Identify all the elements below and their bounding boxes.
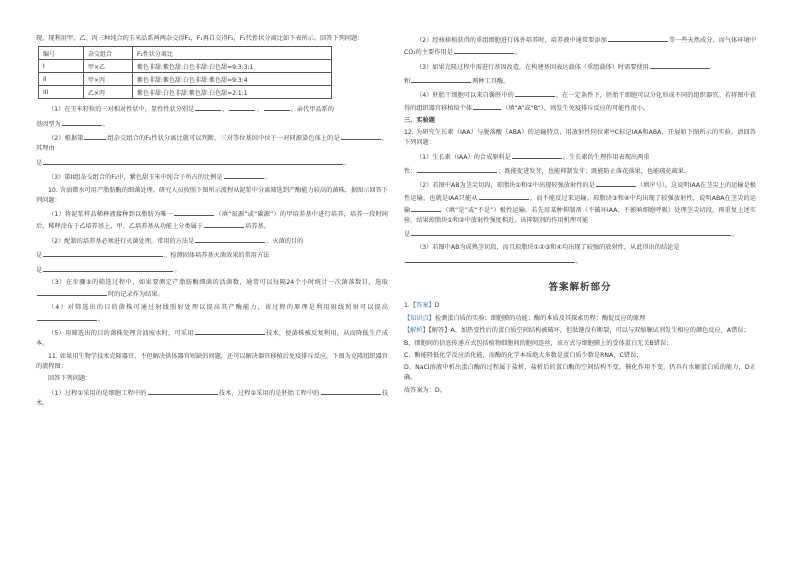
q10-2-text: （2）配制的培养基必须进行灭菌处理，常用的方法是 — [48, 237, 195, 245]
answer-blank — [473, 102, 501, 110]
intro-text: 现。现利用甲、乙、丙三种纯合的玉米品系两两杂交得F₁，F₁再自交得F₂，F₂代性状分离比如下表所示。回答下列问题： — [36, 35, 364, 42]
q3-text: （3）第II组杂交组合的F₂中，紫色甜玉米中纯合子所占的比例是 — [48, 174, 223, 182]
question-12-2 — [404, 179, 756, 226]
question-11-1 — [36, 387, 388, 409]
answer-blank — [479, 192, 529, 200]
section-heading: 三、实验题 — [404, 116, 435, 124]
question-11-3-cont — [404, 75, 756, 87]
q10-5-text-b: 技术，使菌株被反复利用，从而降低生产成本。 — [36, 330, 389, 348]
question-3: （3）第II组杂交组合的F₂中，紫色甜玉米中纯合子所占的比例是 。 — [36, 171, 388, 183]
explanation-b: B、细胞间的信息传递方式包括植物细胞间的胞间连丝，该方式与细胞膜上的受体蛋白无关B错误； — [404, 339, 673, 347]
answer-blank — [43, 264, 173, 272]
question-11-3 — [404, 61, 756, 73]
r1-text: （2）经核移植获得的重组细胞进行体外培养时，培养液中通常要添加 — [416, 37, 607, 44]
answer-blank — [43, 157, 343, 165]
q2-text: （2）根据第 — [48, 135, 84, 143]
answer-blank — [229, 103, 255, 111]
table-cell: III — [39, 86, 84, 99]
answer-blank — [204, 220, 244, 228]
answer-blank — [405, 255, 575, 263]
table-header-cell: 杂交组合 — [84, 47, 133, 60]
question-2-cont: 是 。 — [36, 157, 388, 169]
r2-text-c: 两种工具酶。 — [472, 77, 510, 85]
segregation-table — [38, 46, 332, 99]
answer-blank — [596, 179, 636, 187]
answer-blank — [43, 249, 163, 257]
q11-1-text-b: 技术，过程②采用的是胚胎工程中的 — [218, 389, 320, 397]
explanation-d: D、NaCl溶液中析出蛋白酶的过程属于盐析，盐析后的蛋白酶的空间结构不变，催化作用不变，仍具有水解蛋白质的能力，D正确。 — [404, 364, 756, 382]
answer-blank — [454, 46, 514, 54]
q11-1-text: （1）过程①采用的是细胞工程中的 — [48, 389, 147, 397]
table-cell: I — [39, 60, 84, 73]
answer-blank — [174, 208, 214, 216]
table-header-cell: F₂性状分离比 — [133, 47, 332, 60]
answer-blank — [195, 327, 265, 335]
q10-5-text: （5）用筛选出的目的菌株处理含油废水时，可采用 — [48, 330, 194, 338]
r3-text: （4）胚胎干细胞可以来自囊胚中的 — [416, 92, 514, 100]
r2-text-b: 和 — [404, 77, 411, 85]
q10-1-text: （1）将泥浆样品稀释液接种到以脂肪为唯一 — [48, 211, 174, 219]
answer-blank — [195, 103, 221, 111]
q12-2-text: （2）若图中AB为茎尖切段，琼脂块①和②中出现较强放射性的是 — [416, 182, 595, 190]
q12-2-text-c: ，而不能反过来运输。琼脂块③和④中均出现了较强放射性，说明ABA在茎尖的运输 — [404, 194, 756, 214]
table-cell: 紫色非甜:紫色甜:白色非甜:白色甜=9:3:3:1 — [133, 60, 332, 73]
table-header-cell: 编号 — [39, 47, 84, 60]
table-cell: II — [39, 73, 84, 86]
q12-2-text-e: 是 — [404, 231, 411, 239]
q2-text-c: ，其理由 — [36, 135, 389, 153]
question-10-3 — [36, 278, 388, 300]
answer-number: 1. — [404, 302, 410, 310]
question-10-2-cont2: 是 。 — [36, 264, 388, 276]
r2-text: （3）如果克隆过程中需进行基因改造，在构建基因表达载体（重组载体）时需要使用 — [416, 63, 649, 71]
table-row — [39, 86, 332, 99]
answer-blank — [608, 34, 668, 42]
q10-1-text-c: 培养基。 — [245, 223, 270, 231]
q10-2-text-b: 。灭菌的目的 — [266, 237, 304, 245]
answer-blank — [411, 204, 441, 212]
answer-tag: 【答案】 — [409, 302, 435, 310]
q12-1-text-b: 。生长素的生理作用表现出两重 — [562, 153, 650, 161]
table-cell: 甲×乙 — [84, 60, 133, 73]
table-header-row — [39, 47, 332, 60]
question-10-4 — [36, 303, 388, 325]
answer-blank — [321, 387, 381, 395]
answer-blank — [411, 75, 471, 83]
r3-text-b: 。在一定条件下，胚胎干细胞可以分化形成不同的组织器官。若将图中获得的组织器官移植给个体 — [404, 92, 757, 112]
question-10-2 — [36, 235, 388, 247]
table-cell: 紫色非甜:紫色甜:白色非甜:紫色甜=9:3:4 — [133, 73, 332, 86]
knowledge-tag: 【知识点】 — [404, 314, 435, 322]
knowledge-point — [404, 314, 756, 324]
question-12-3 — [404, 243, 756, 253]
question-10: 10. 含油微水可用产脂肪酶的细菌处理。研究人员按照下图所示流程从泥浆中分离筛选到产酶能力较高的菌株，据图示回答下列问题： — [36, 186, 388, 204]
q1-text: （1）在玉米籽粒的三对相对性状中，显性性状分别是 — [48, 106, 195, 114]
table-cell: 乙×丙 — [84, 86, 133, 99]
question-11-2: （2）经核移植获得的重组细胞进行体外培养时，培养液中通常要添加 等一些天然成分，而气体环境中CO₂的主要作用是 。 — [404, 34, 756, 58]
right-column — [404, 34, 756, 398]
answer-blank — [37, 288, 107, 296]
question-1: （1）在玉米籽粒的三对相对性状中，显性性状分别是 、 、 。亲代甲品系的 — [36, 103, 388, 115]
answer-blank — [195, 235, 265, 243]
q10-3-text-b: 时的记录作为结果。 — [108, 291, 164, 299]
answer-blank — [264, 103, 290, 111]
answer-blank — [37, 313, 97, 321]
q2-text-b: 组杂交组合的F₂性状分离比就可以判断，三对等位基因中位于一对同源染色体上的是 — [107, 135, 340, 143]
r1-text-b: 等一些天然成分，而气体环境中CO₂的主要作用是 — [404, 37, 757, 57]
answer-value: D — [434, 302, 440, 310]
table-cell: 甲×丙 — [84, 73, 133, 86]
answer-section-title: 答案解析部分 — [548, 282, 612, 294]
final-answer: 故答案为：D。 — [404, 386, 446, 394]
answer-blank — [224, 171, 264, 179]
answer-blank — [341, 132, 381, 140]
q1-text-b: 。亲代甲品系的 — [290, 106, 334, 114]
q10-1-text-b: （填“氮源”或“碳源”）的甲培养基中进行培养，培养一段时间后，稀释涂布于乙培养基上，甲、乙培养基从功能上分类属于 — [36, 211, 388, 231]
left-column — [36, 34, 388, 411]
q1-basis-text: 基因型为 — [36, 120, 61, 128]
explanation-text: 【解答】A、加热变性后的蛋白质空间结构被破坏，但肽键没有断裂，可以与双缩脲试剂发生相应的颜色反应，A错误； — [428, 327, 750, 335]
question-12-1 — [404, 151, 756, 163]
question-11-4 — [404, 89, 756, 113]
question-1-cont: 基因型为 。 — [36, 118, 388, 130]
answer-blank — [512, 151, 562, 159]
table-cell: 紫色非甜:白色非甜:紫色甜:白色甜=2:1:1 — [133, 86, 332, 99]
q12-1-text-d: ；既能促进发芽，也能抑制发芽；既能防止落花落果，也能疏花疏果。 — [498, 167, 691, 175]
answer-blank — [411, 228, 731, 236]
question-12-2-cont: 是 。 — [404, 228, 756, 240]
q11-1-text-c: 技术。 — [36, 389, 389, 407]
q12-3-text: （3）若图中AB为成熟茎切段，而且琼脂块①②③和④均出现了较强的放射性，从此得出的结论是 — [416, 243, 680, 251]
q10-2-text-e: 是 — [36, 266, 43, 274]
table-row — [39, 73, 332, 86]
table-row — [39, 60, 332, 73]
question-10-2-cont — [36, 249, 388, 261]
question-12-3-cont: 。 — [404, 255, 756, 267]
question-11: 11. 如果用生物学技术克隆器官，不但解决供体器官短缺的问题，还可以解决器官移植后免疫排斥反应。下图为克隆组织器官的流程图： — [36, 352, 388, 370]
explanation-tag: 【解析】 — [404, 327, 429, 335]
question-12: 12. 为研究生长素（IAA）与脱落酸（ABA）的运输特点，用放射性同位素¹⁴C标记IAA和ABA，开展如下图所示的实验。请回答下列问题： — [404, 128, 756, 147]
q10-4-text: （4）对筛选出的目的菌株可通过射线照射处理以提高其产酶能力，该过程的原理是利用射线照射可以提高 — [48, 303, 388, 311]
answer-blank — [650, 61, 710, 69]
q12-2-text-b: （填序号）。这说明IAA在茎尖上的运输是极性运输，也就是IAA只能从 — [404, 182, 756, 202]
answer-blank — [148, 387, 218, 395]
q12-1-text: （1）生长素（IAA）的合成原料是 — [416, 153, 511, 161]
q10-2-text-c: 是 — [36, 252, 43, 260]
question-11-intro: 回答下列问题： — [48, 375, 92, 383]
q10-2-text-d: 。检测固体培养基灭菌效果的常用方法 — [164, 252, 270, 260]
answer-blank — [515, 89, 555, 97]
answer-blank — [84, 132, 106, 140]
question-2 — [36, 132, 388, 154]
knowledge-text: 检测蛋白质的实验；细胞膜的功能；酶的本质及其探索历程；酶促反应的原理 — [434, 314, 646, 322]
explanation — [404, 326, 756, 336]
q12-2-text-d: （填“是”或“不是”）极性运输。若先用某种抑制剂（不破坏IAA、不影响细胞呼吸）处理茎尖切段，再重复上述实验，结果琼脂块①和②中放射性强度相近，该抑制剂的作用机理可能 — [404, 206, 756, 224]
question-12-1-cont — [404, 165, 756, 177]
q10-3-text: （3）在步骤⑤的筛选过程中，如果要测定产脂肪酶细菌的活菌数，通常可以每隔24个小时统计一次菌落数目，选取 — [48, 278, 388, 286]
q12-1-text-c: 性： — [404, 167, 417, 175]
q10-4-text-b: 。 — [98, 315, 105, 323]
q2-text-d: 是 — [36, 159, 43, 167]
answer-1 — [404, 301, 756, 311]
r3-text-c: （填“A”或“B”），则发生免疫排斥反应的可能性很小。 — [502, 104, 650, 112]
question-10-5 — [36, 327, 388, 349]
question-10-1 — [36, 208, 388, 232]
answer-blank — [417, 165, 497, 173]
answer-blank — [62, 118, 102, 126]
explanation-c: C、酶能降低化学反应活化能，而酶的化学本质绝大多数是蛋白质少数是RNA，C错误； — [404, 351, 643, 359]
